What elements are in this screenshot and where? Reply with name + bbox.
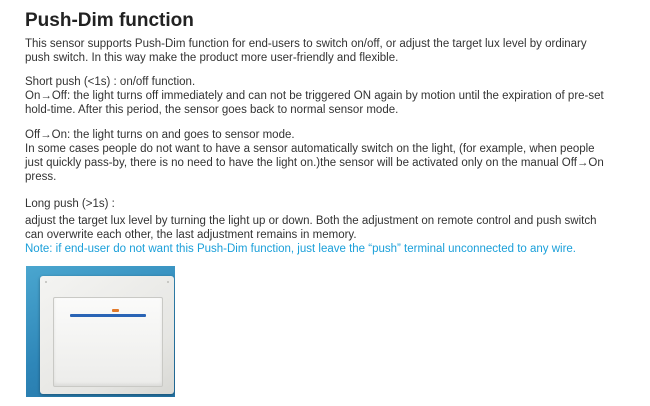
long-push-line: adjust the target lux level by turning the light up or down. Both the adjustment on remote control and push switch [25,215,597,227]
short-push-line: hold-time. After this period, the sensor goes back to normal sensor mode. [25,104,399,116]
screw-dot [45,281,47,283]
off-on-line: press. [25,171,57,183]
page-title: Push-Dim function [25,10,194,31]
long-push-heading: Long push (>1s) : [25,198,115,210]
indicator-led [112,309,119,312]
off-on-line: just quickly pass-by, there is no need to have the light on.)the sensor will be activated only on the manual Off→On [25,157,604,169]
short-push-section [25,75,645,117]
switch-plate [40,276,174,394]
push-switch-photo [26,266,175,397]
short-push-heading: Short push (<1s) : on/off function. [25,76,196,88]
off-on-heading: Off→On: the light turns on and goes to sensor mode. [25,129,295,141]
rocker-stripe [70,314,146,317]
screw-dot [167,281,169,283]
long-push-section [25,197,645,256]
off-on-line: In some cases people do not want to have a sensor automatically switch on the light, (for example, when people [25,143,595,155]
intro-line: push switch. In this way make the product more user-friendly and flexible. [25,52,399,64]
note-text: Note: if end-user do not want this Push-Dim function, just leave the “push” terminal unconnected to any wire. [25,243,577,255]
intro-paragraph [25,37,645,65]
intro-line: This sensor supports Push-Dim function for end-users to switch on/off, or adjust the target lux level by ordinary [25,38,587,50]
off-on-section [25,128,645,184]
short-push-line: On→Off: the light turns off immediately and can not be triggered ON again by motion until the expiration of pre-set [25,90,604,102]
switch-rocker [53,297,163,387]
long-push-line: can overwrite each other, the last adjustment remains in memory. [25,229,357,241]
